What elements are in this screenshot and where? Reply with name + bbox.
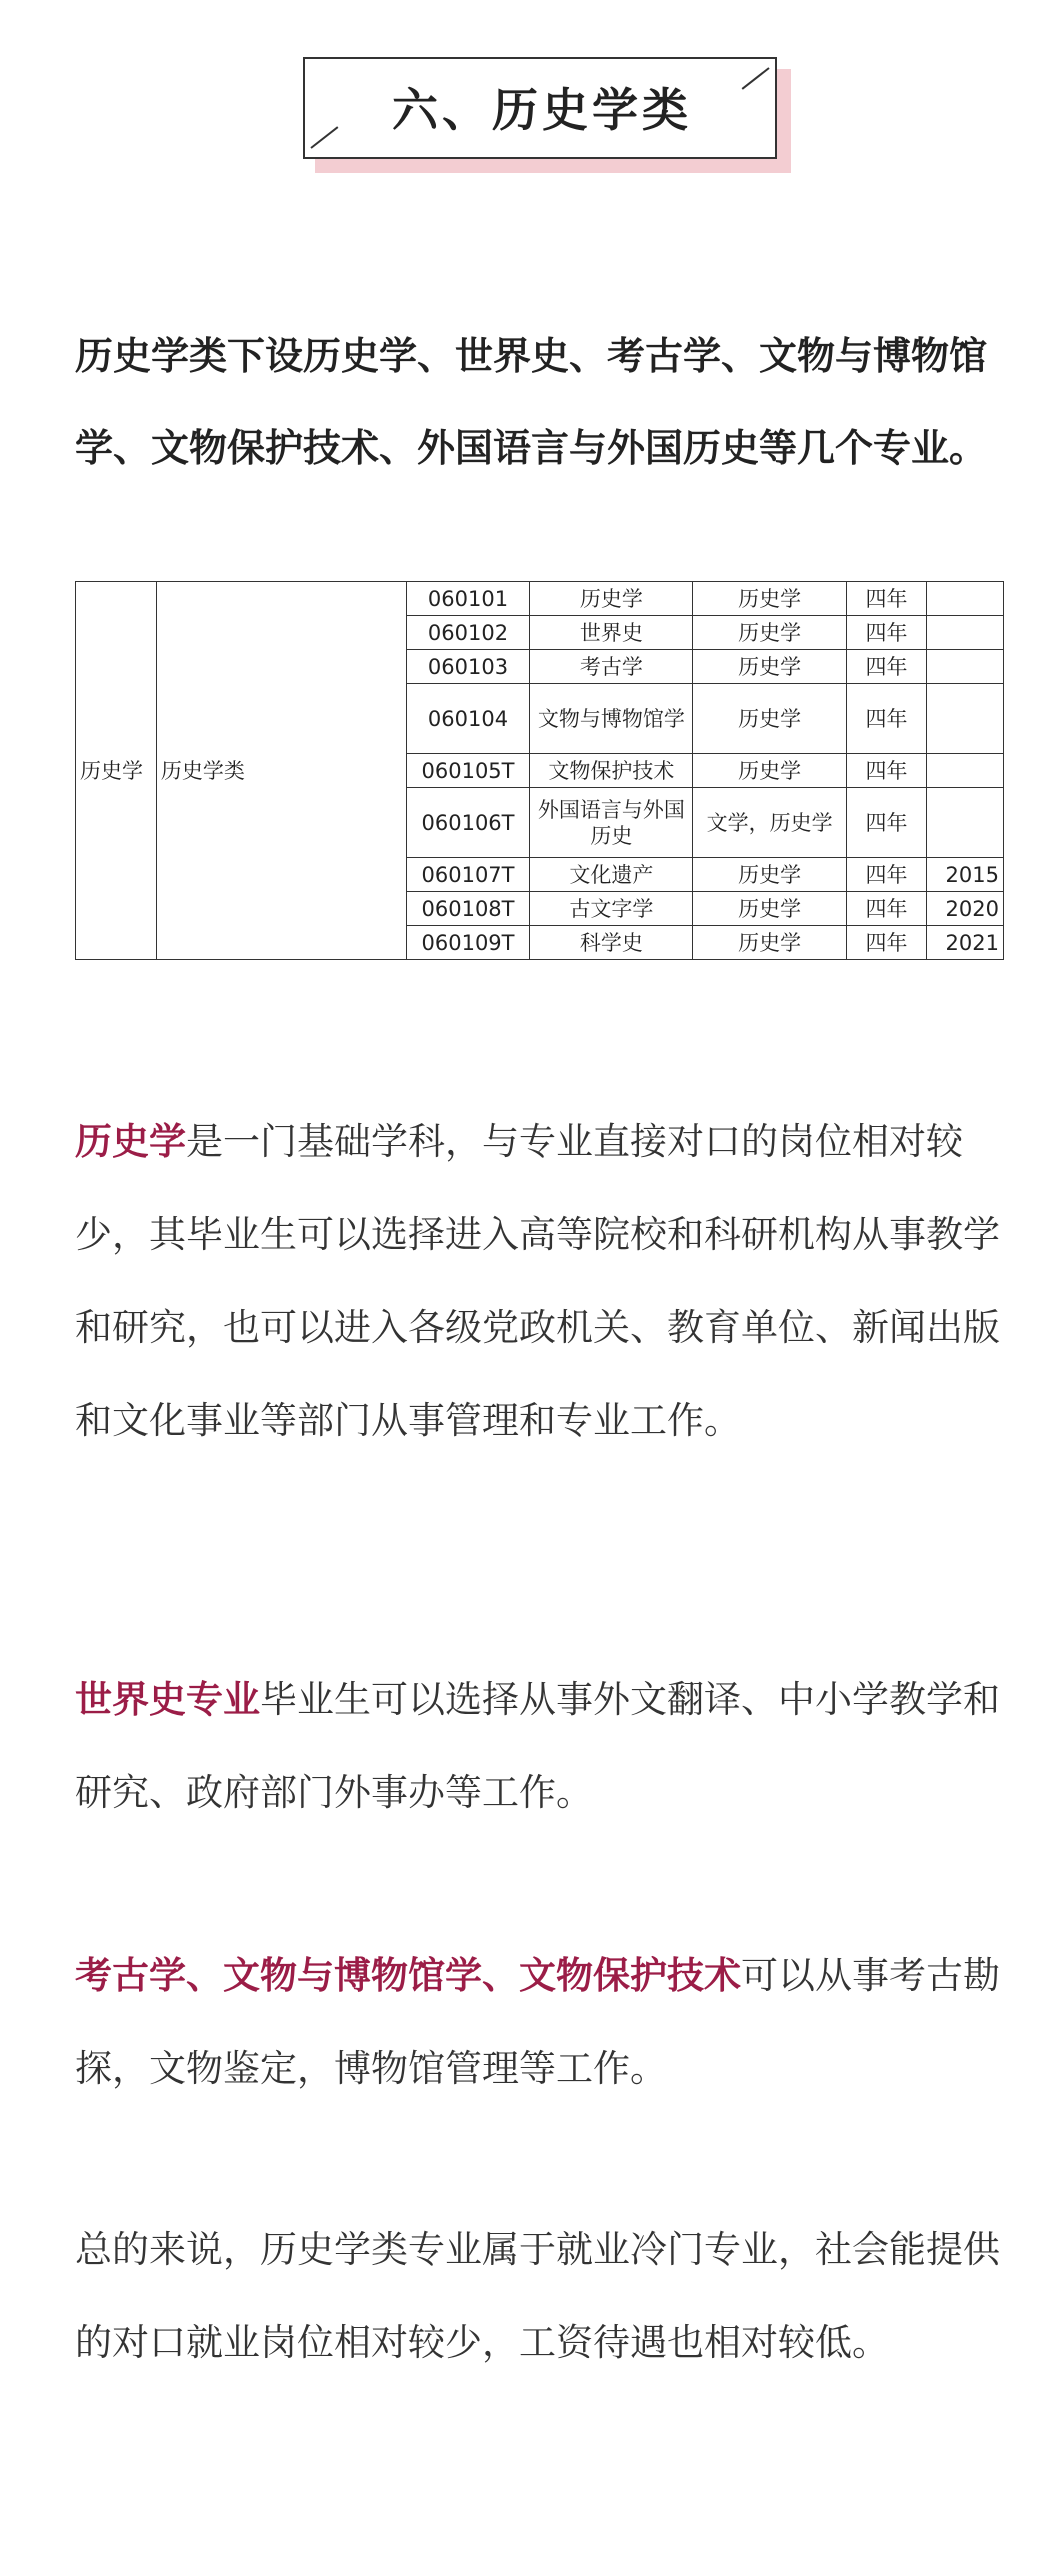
degree-cell: 历史学 — [693, 684, 847, 754]
years-cell: 四年 — [847, 616, 927, 650]
added-year-cell — [926, 616, 1003, 650]
name-cell: 文物与博物馆学 — [530, 684, 693, 754]
name-cell: 世界史 — [530, 616, 693, 650]
category-cell: 历史学类 — [156, 582, 406, 960]
years-cell: 四年 — [847, 788, 927, 858]
degree-cell: 历史学 — [693, 858, 847, 892]
added-year-cell: 2015 — [926, 858, 1003, 892]
code-cell: 060106T — [406, 788, 530, 858]
name-cell: 外国语言与外国历史 — [530, 788, 693, 858]
added-year-cell — [926, 582, 1003, 616]
majors-table — [75, 581, 1004, 960]
highlight-world-history: 世界史专业 — [75, 1678, 260, 1721]
highlight-archaeology: 考古学、文物与博物馆学、文物保护技术 — [75, 1954, 741, 1997]
code-cell: 060102 — [406, 616, 530, 650]
title-box — [303, 57, 777, 159]
degree-cell: 历史学 — [693, 616, 847, 650]
years-cell: 四年 — [847, 650, 927, 684]
years-cell: 四年 — [847, 892, 927, 926]
code-cell: 060101 — [406, 582, 530, 616]
name-cell: 古文字学 — [530, 892, 693, 926]
name-cell: 文物保护技术 — [530, 754, 693, 788]
discipline-cell: 历史学 — [76, 582, 157, 960]
paragraph-summary-text: 总的来说，历史学类专业属于就业冷门专业，社会能提供的对口就业岗位相对较少，工资待遇也相对较低。 — [75, 2228, 1000, 2364]
years-cell: 四年 — [847, 926, 927, 960]
degree-cell: 历史学 — [693, 892, 847, 926]
degree-cell: 文学，历史学 — [693, 788, 847, 858]
degree-cell: 历史学 — [693, 582, 847, 616]
paragraph-archaeology-text: 可以从事考古勘探，文物鉴定，博物馆管理等工作。 — [75, 1954, 1000, 2090]
section-title: 六、历史学类 — [392, 83, 692, 137]
code-cell: 060103 — [406, 650, 530, 684]
years-cell: 四年 — [847, 684, 927, 754]
added-year-cell: 2020 — [926, 892, 1003, 926]
paragraph-world-history-text: 毕业生可以选择从事外文翻译、中小学教学和研究、政府部门外事办等工作。 — [75, 1678, 1000, 1814]
code-cell: 060105T — [406, 754, 530, 788]
added-year-cell — [926, 754, 1003, 788]
paragraph-history-text: 是一门基础学科，与专业直接对口的岗位相对较少，其毕业生可以选择进入高等院校和科研机构从事教学和研究，也可以进入各级党政机关、教育单位、新闻出版和文化事业等部门从事管理和专业工作。 — [75, 1120, 1000, 1442]
paragraph-archaeology — [75, 1929, 1010, 2115]
years-cell: 四年 — [847, 858, 927, 892]
code-cell: 060109T — [406, 926, 530, 960]
paragraph-history — [75, 1095, 1010, 1467]
added-year-cell — [926, 650, 1003, 684]
added-year-cell — [926, 788, 1003, 858]
code-cell: 060108T — [406, 892, 530, 926]
paragraph-world-history — [75, 1653, 1010, 1839]
degree-cell: 历史学 — [693, 926, 847, 960]
highlight-history: 历史学 — [75, 1120, 186, 1163]
years-cell: 四年 — [847, 754, 927, 788]
degree-cell: 历史学 — [693, 650, 847, 684]
name-cell: 文化遗产 — [530, 858, 693, 892]
name-cell: 历史学 — [530, 582, 693, 616]
years-cell: 四年 — [847, 582, 927, 616]
degree-cell: 历史学 — [693, 754, 847, 788]
code-cell: 060107T — [406, 858, 530, 892]
added-year-cell — [926, 684, 1003, 754]
section-title-card — [303, 57, 793, 175]
intro-paragraph: 历史学类下设历史学、世界史、考古学、文物与博物馆学、文物保护技术、外国语言与外国历史等几个专业。 — [75, 334, 988, 470]
added-year-cell: 2021 — [926, 926, 1003, 960]
table-row — [76, 582, 1004, 616]
paragraph-summary — [75, 2203, 1010, 2389]
name-cell: 考古学 — [530, 650, 693, 684]
code-cell: 060104 — [406, 684, 530, 754]
name-cell: 科学史 — [530, 926, 693, 960]
